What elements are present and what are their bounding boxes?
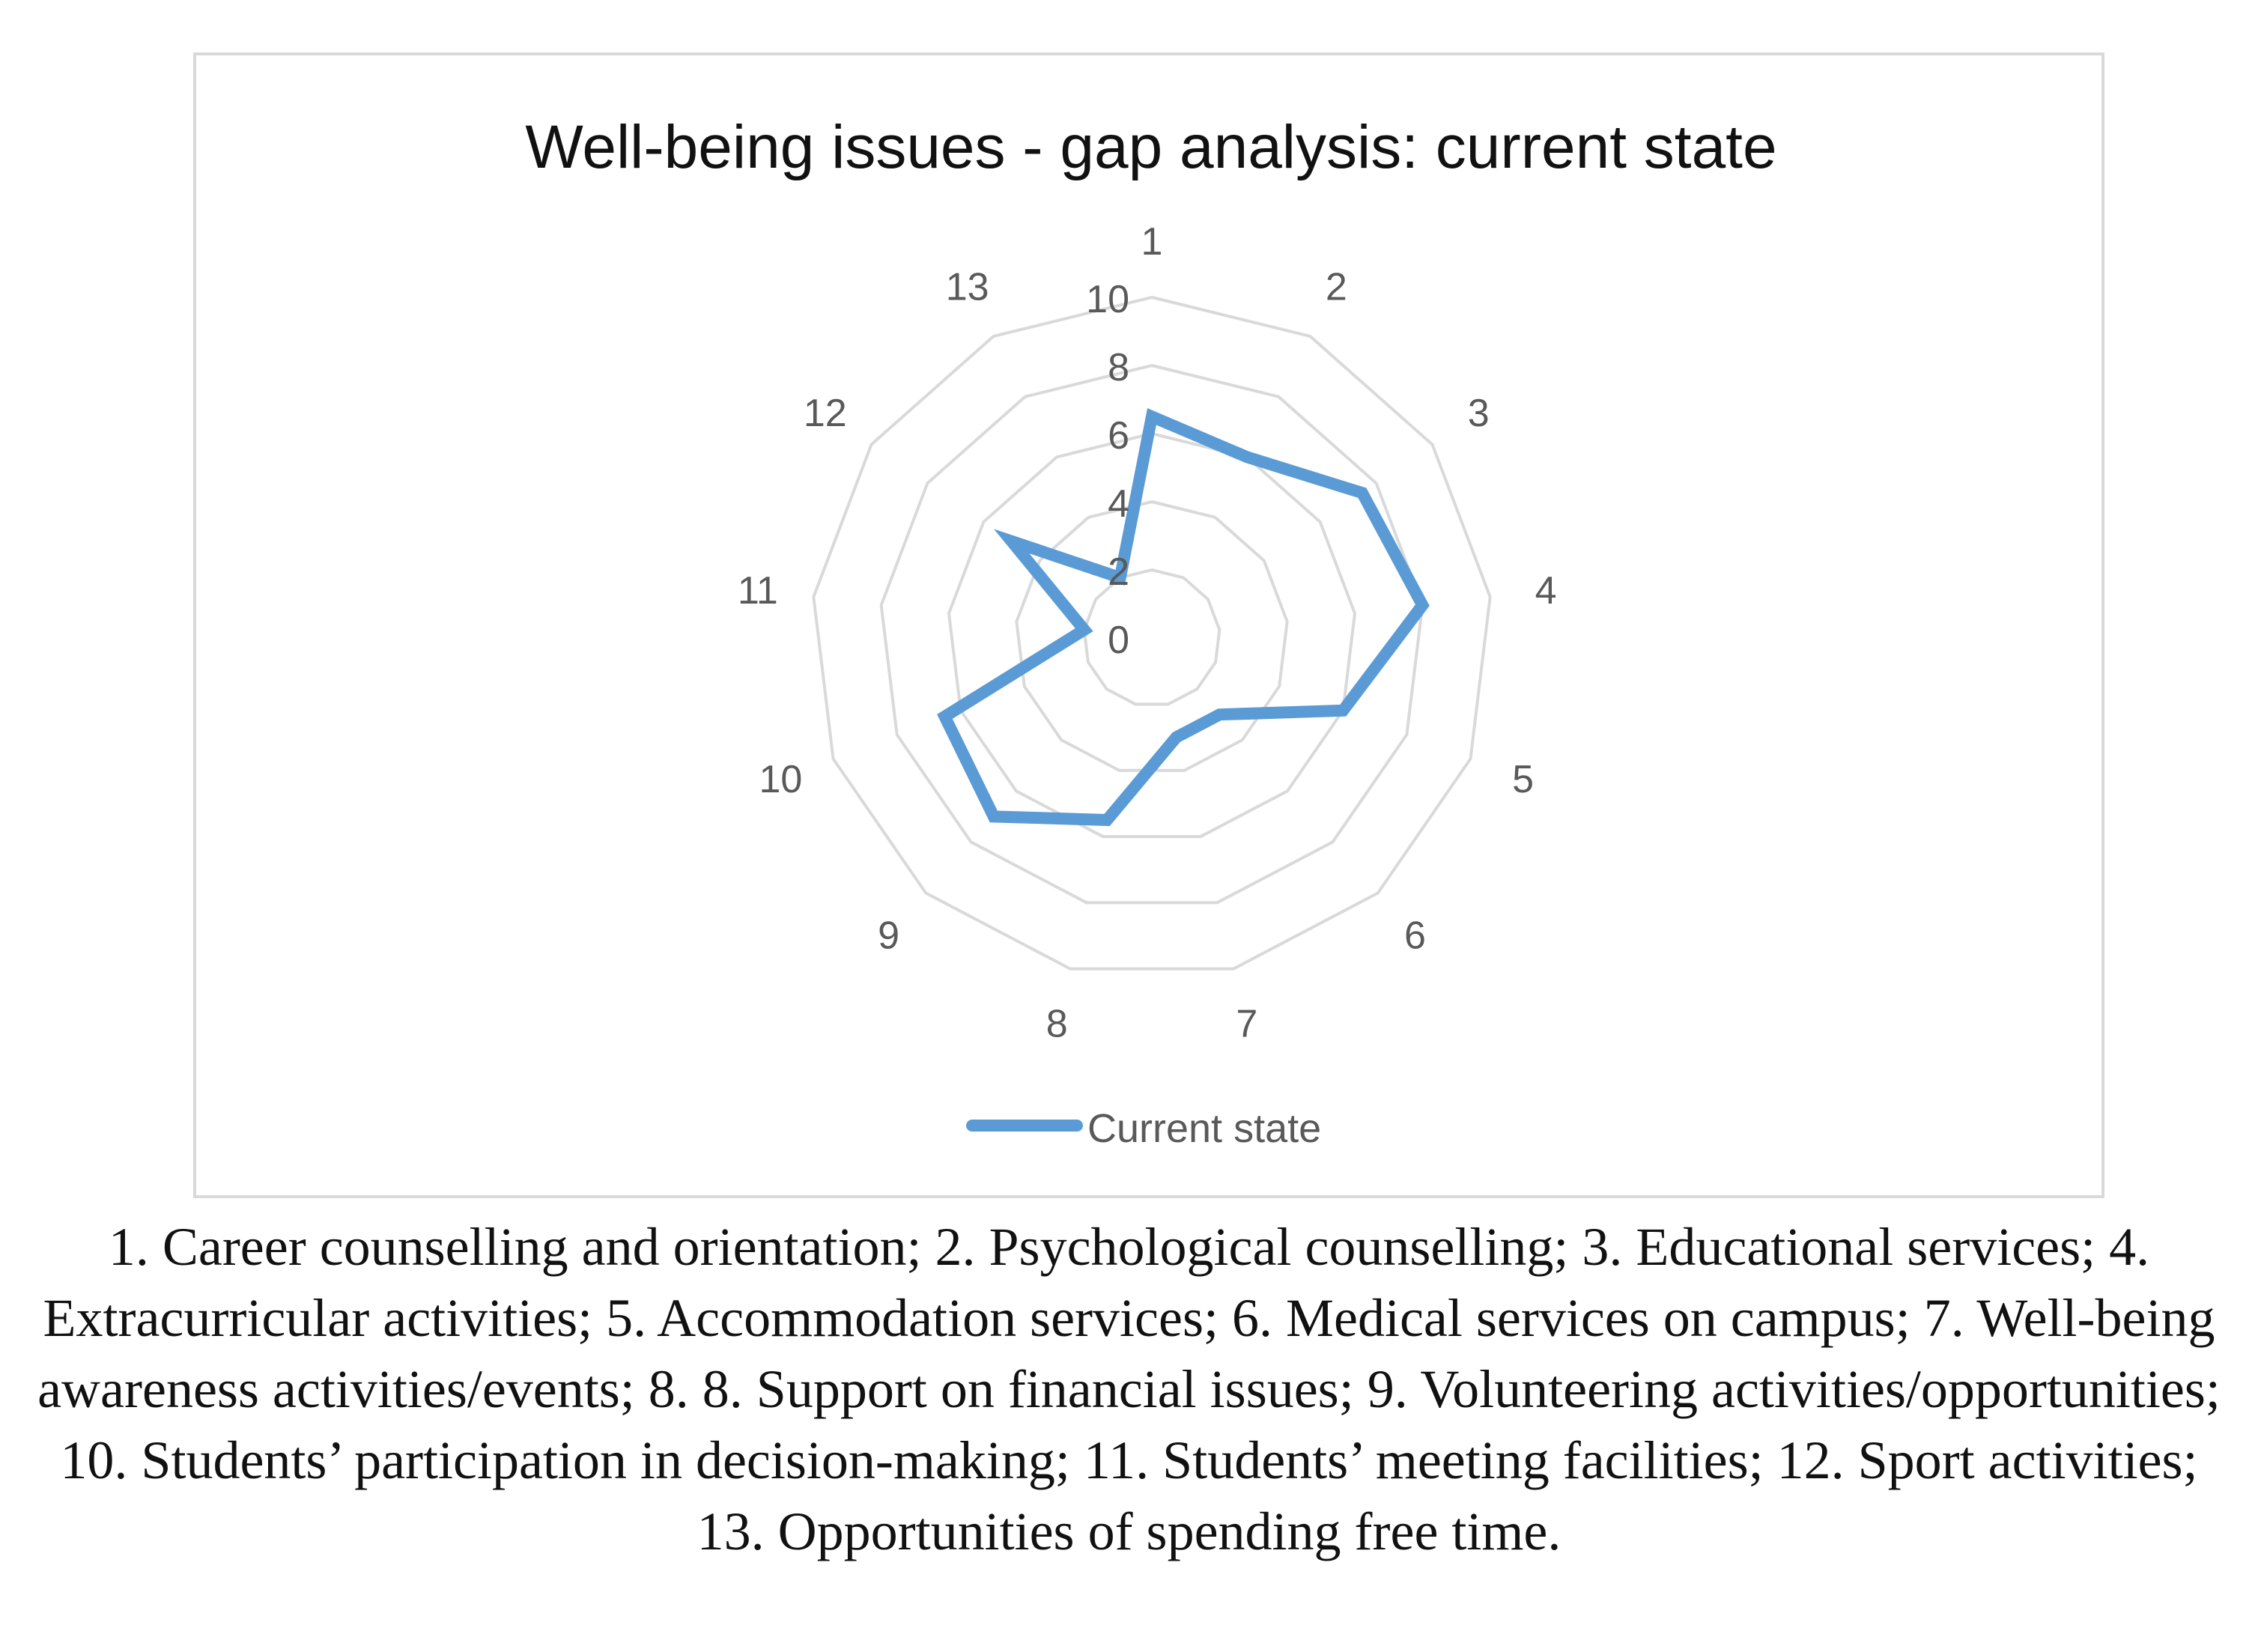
category-label-12: 12	[803, 391, 847, 435]
data-point-1	[1151, 416, 1153, 417]
category-labels	[738, 220, 1557, 1046]
category-label-8: 8	[1045, 1002, 1068, 1046]
tick-label-4: 4	[1108, 482, 1129, 526]
data-point-2	[1246, 456, 1248, 458]
category-label-4: 4	[1535, 569, 1557, 613]
category-label-2: 2	[1325, 265, 1347, 309]
grid-ring-6	[949, 434, 1355, 836]
tick-label-8: 8	[1108, 346, 1129, 389]
data-point-5	[1342, 710, 1344, 711]
tick-label-2: 2	[1108, 550, 1129, 594]
grid-ring-4	[1016, 502, 1287, 771]
data-point-9	[993, 816, 995, 817]
chart-title: Well-being issues - gap analysis: current state	[525, 113, 1777, 181]
data-point-8	[1106, 819, 1108, 821]
tick-label-10: 10	[1086, 278, 1129, 321]
category-label-9: 9	[878, 914, 900, 958]
category-label-7: 7	[1236, 1002, 1258, 1046]
data-point-4	[1421, 604, 1423, 606]
category-label-10: 10	[759, 757, 803, 801]
data-point-3	[1362, 492, 1363, 494]
category-label-3: 3	[1467, 391, 1490, 435]
category-label-5: 5	[1512, 757, 1535, 801]
data-point-6	[1219, 714, 1221, 715]
grid-ring-2	[1084, 570, 1220, 704]
series-layer	[944, 416, 1423, 821]
data-point-12	[1011, 541, 1013, 542]
category-label-11: 11	[737, 569, 778, 613]
data-point-11	[1084, 629, 1085, 631]
radar-chart	[196, 55, 2101, 1195]
data-point-7	[1176, 737, 1177, 738]
grid-ring-10	[813, 297, 1490, 969]
tick-label-6: 6	[1108, 414, 1129, 458]
tick-label-0: 0	[1108, 619, 1129, 662]
chart-frame	[193, 52, 2104, 1198]
category-label-13: 13	[945, 265, 989, 309]
legend	[972, 1106, 1321, 1151]
radar-grid	[813, 297, 1490, 969]
figure-caption: 1. Career counselling and orientation; 2. Psychological counselling; 3. Educational services; 4. Extracurricular activities; 5. Accommodation services; 6. Medical services on campus; 7. Well-being awareness activities/events; 8. 8. Support on financial issues; 9. Volunteering activities/opportunities; 10. Students’ participation in decision-making; 11. Students’ meeting facilities; 12. Sport activities; 13. Opportunities of spending free time.	[37, 1217, 2221, 1561]
category-label-6: 6	[1403, 914, 1426, 958]
legend-label: Current state	[1087, 1106, 1322, 1151]
data-point-10	[944, 716, 945, 717]
category-label-1: 1	[1141, 220, 1163, 264]
